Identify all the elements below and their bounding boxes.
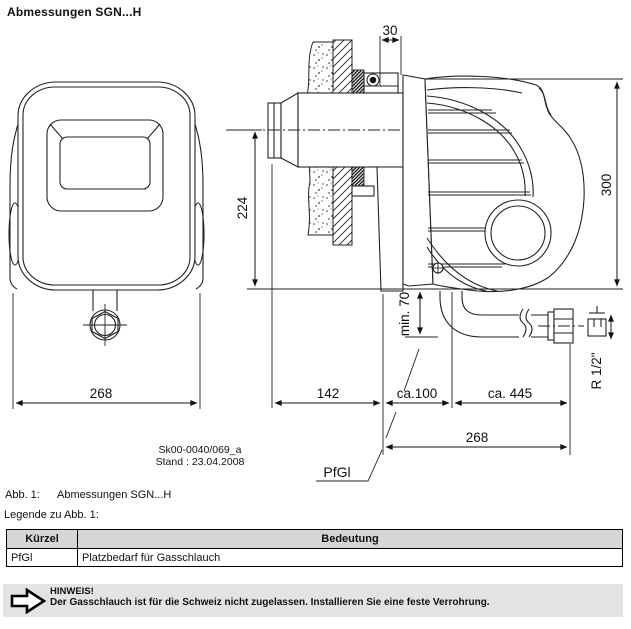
- drawing-date: Stand : 23.04.2008: [155, 456, 245, 468]
- dim-wall-offset: 30: [382, 23, 398, 38]
- legend-table: [6, 529, 623, 567]
- table-row: [7, 549, 623, 567]
- pfgl-label: PfGl: [323, 464, 351, 480]
- dim-gas-thread: R 1/2": [589, 352, 604, 390]
- notice-box: [3, 584, 623, 617]
- dim-hose-bend: ca.100: [396, 386, 438, 401]
- note-arrow-icon: [10, 588, 48, 614]
- figure-caption-text: Abmessungen SGN...H: [57, 489, 172, 501]
- gas-pipe: [440, 291, 584, 343]
- page-title: Abmessungen SGN...H: [7, 5, 142, 19]
- dim-hose-length: ca. 445: [487, 386, 533, 401]
- dim-body-height: 300: [599, 173, 614, 197]
- gas-connection-front: [83, 304, 127, 346]
- dim-depth-front: 142: [316, 386, 340, 401]
- burner-housing: [425, 76, 584, 292]
- legend-cell-bedeutung: Platzbedarf für Gasschlauch: [78, 549, 623, 567]
- legend-header-bedeutung: Bedeutung: [78, 530, 623, 549]
- figure-caption-label: Abb. 1:: [5, 489, 40, 501]
- dim-front-width: 268: [89, 386, 113, 401]
- legend-cell-kuerzel: PfGl: [7, 549, 78, 567]
- dim-min-clearance: min. 70: [397, 291, 412, 337]
- notice-text: Der Gasschlauch ist für die Schweiz nicht zugelassen. Installieren Sie eine feste Verrohrung.: [50, 596, 490, 608]
- figure-caption: [5, 489, 172, 501]
- armature-bracket: [377, 167, 403, 291]
- notice-title: HINWEIS!: [50, 586, 94, 597]
- gas-thread-symbol: [588, 306, 611, 339]
- fan-motor: [485, 200, 551, 266]
- legend-header-kuerzel: Kürzel: [7, 530, 78, 549]
- dim-tube-axis-height: 224: [235, 196, 250, 220]
- drawing-number: Sk00-0040/069_a: [158, 444, 242, 456]
- legend-heading: Legende zu Abb. 1:: [4, 509, 99, 521]
- side-view: [156, 23, 623, 481]
- legend-header-row: [7, 530, 623, 549]
- dim-hose-space: 268: [465, 430, 489, 445]
- burner-hood: [18, 82, 195, 290]
- front-view: [9, 82, 204, 409]
